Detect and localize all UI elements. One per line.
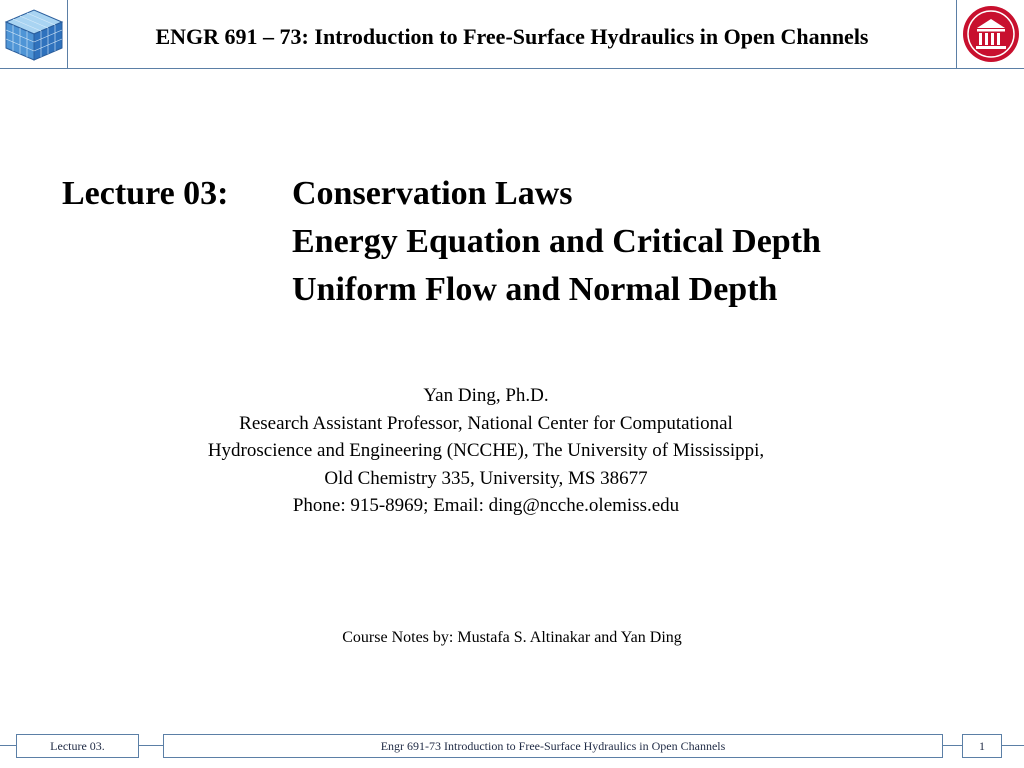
slide-header: [0, 0, 1024, 69]
author-info: [0, 382, 972, 520]
lecture-label: Lecture 03:: [62, 175, 229, 212]
university-seal-icon: [957, 0, 1024, 68]
course-title: ENGR 691 – 73: Introduction to Free-Surface Hydraulics in Open Channels: [155, 24, 869, 49]
topic-item: Uniform Flow and Normal Depth: [292, 271, 778, 308]
header-left-logo: [0, 0, 68, 68]
header-right-logo: [956, 0, 1024, 68]
channel-flow-3d-icon: [0, 0, 68, 68]
course-notes-credit: Course Notes by: Mustafa S. Altinakar and Yan Ding: [342, 629, 682, 646]
author-name: Yan Ding, Ph.D.: [423, 385, 549, 406]
footer-lecture: Lecture 03.: [16, 734, 139, 758]
footer-page-number: 1: [962, 734, 1002, 758]
author-contact: Phone: 915-8969; Email: ding@ncche.olemiss.edu: [292, 495, 680, 516]
topic-item: Energy Equation and Critical Depth: [292, 223, 821, 260]
author-title: Research Assistant Professor, National Center for Computational: [239, 412, 733, 434]
lecture-topics: [292, 170, 821, 314]
topic-item: Conservation Laws: [292, 175, 573, 212]
author-address: Old Chemistry 335, University, MS 38677: [324, 467, 648, 489]
footer-course-title: Engr 691-73 Introduction to Free-Surface Hydraulics in Open Channels: [163, 734, 943, 758]
author-affiliation: Hydroscience and Engineering (NCCHE), The University of Mississippi,: [207, 440, 765, 461]
